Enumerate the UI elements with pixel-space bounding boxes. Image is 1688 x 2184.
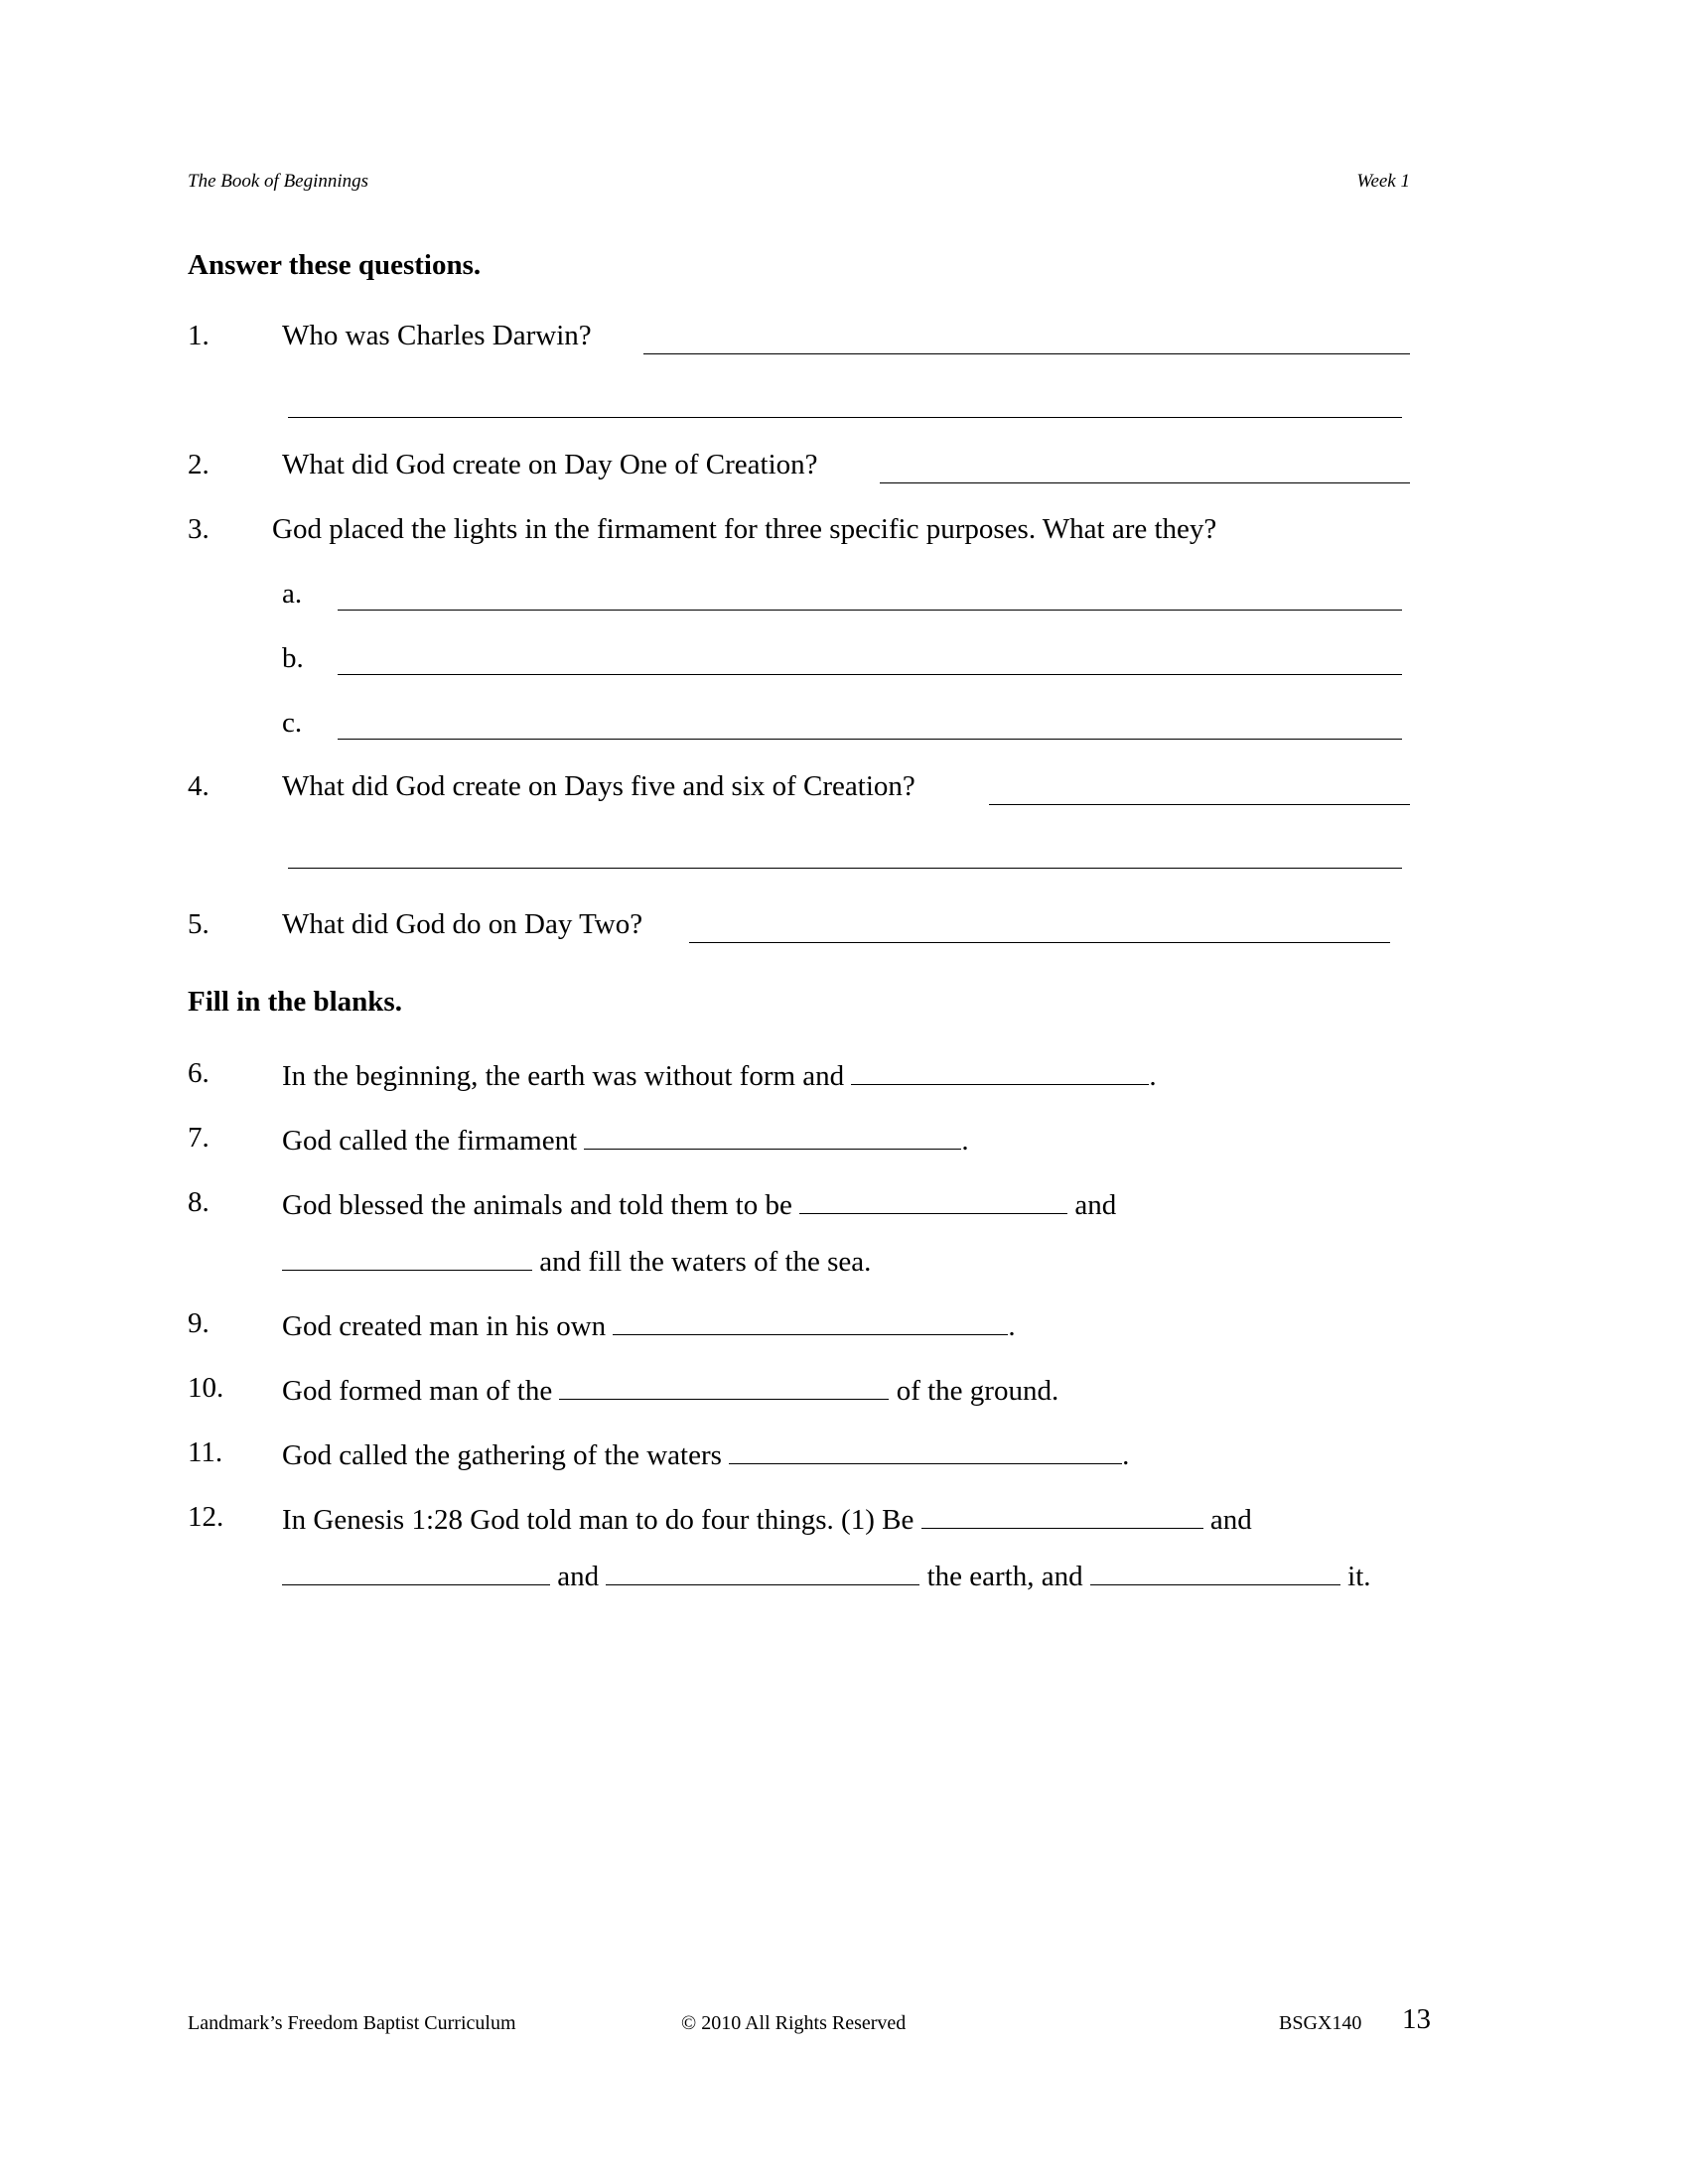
section-heading-answer: Answer these questions. (188, 249, 482, 281)
question-text: Who was Charles Darwin? (282, 320, 592, 351)
fill-line (282, 1501, 1252, 1537)
sub-label-b: b. (282, 642, 304, 674)
question-number: 5. (188, 908, 210, 940)
blank[interactable] (1090, 1558, 1340, 1585)
question-number: 3. (188, 513, 210, 545)
blank[interactable] (282, 1558, 550, 1585)
fill-line (282, 1122, 969, 1158)
question-text: What did God create on Days five and six of Creation? (282, 770, 915, 802)
question-text: In the beginning, the earth was without form and (282, 1060, 845, 1092)
connector-text: and (1209, 1504, 1252, 1536)
fill-line-continued (282, 1558, 1371, 1593)
answer-line[interactable] (338, 610, 1402, 611)
question-number: 4. (188, 770, 210, 802)
section-heading-fill: Fill in the blanks. (188, 986, 402, 1018)
question-number: 7. (188, 1122, 210, 1154)
fill-line (282, 1057, 1157, 1093)
footer-left: Landmark’s Freedom Baptist Curriculum (188, 2012, 516, 2034)
answer-line[interactable] (689, 942, 1390, 943)
answer-line[interactable] (288, 417, 1402, 418)
question-text: God called the gathering of the waters (282, 1439, 722, 1471)
question-text: In Genesis 1:28 God told man to do four things. (1) Be (282, 1504, 914, 1536)
blank[interactable] (282, 1243, 532, 1271)
punctuation: . (1122, 1439, 1130, 1471)
question-text: What did God create on Day One of Creation? (282, 449, 818, 480)
question-number: 9. (188, 1307, 210, 1339)
question-text: God created man in his own (282, 1310, 607, 1342)
answer-line[interactable] (338, 674, 1402, 675)
header-left: The Book of Beginnings (188, 171, 369, 192)
question-text: God placed the lights in the firmament for three specific purposes. What are they? (272, 513, 1217, 545)
sub-label-a: a. (282, 578, 303, 610)
question-number: 12. (188, 1501, 224, 1533)
footer-code: BSGX140 (1279, 2012, 1362, 2034)
fill-line (282, 1436, 1129, 1472)
question-text: God called the firmament (282, 1125, 578, 1157)
question-number: 1. (188, 320, 210, 351)
question-text: it. (1347, 1561, 1371, 1592)
question-number: 6. (188, 1057, 210, 1089)
connector-text: and (557, 1561, 600, 1592)
blank[interactable] (613, 1307, 1008, 1335)
question-number: 10. (188, 1372, 224, 1404)
fill-line-continued (282, 1243, 871, 1279)
question-number: 2. (188, 449, 210, 480)
question-number: 11. (188, 1436, 223, 1468)
answer-line[interactable] (643, 353, 1410, 354)
answer-line[interactable] (288, 868, 1402, 869)
question-text: of the ground. (896, 1375, 1059, 1407)
answer-line[interactable] (989, 804, 1410, 805)
punctuation: . (1008, 1310, 1016, 1342)
fill-line (282, 1186, 1116, 1222)
question-text: and fill the waters of the sea. (539, 1246, 872, 1278)
footer-center: © 2010 All Rights Reserved (681, 2012, 907, 2034)
question-text: the earth, and (926, 1561, 1083, 1592)
blank[interactable] (851, 1057, 1149, 1085)
blank[interactable] (559, 1372, 889, 1400)
fill-line (282, 1372, 1058, 1408)
fill-line (282, 1307, 1016, 1343)
question-text: God blessed the animals and told them to be (282, 1189, 792, 1221)
punctuation: . (1149, 1060, 1157, 1092)
blank[interactable] (606, 1558, 919, 1585)
question-text: What did God do on Day Two? (282, 908, 643, 940)
header-right: Week 1 (1356, 171, 1410, 192)
blank[interactable] (799, 1186, 1067, 1214)
answer-line[interactable] (338, 739, 1402, 740)
blank[interactable] (921, 1501, 1203, 1529)
question-number: 8. (188, 1186, 210, 1218)
connector-text: and (1074, 1189, 1117, 1221)
blank[interactable] (729, 1436, 1122, 1464)
punctuation: . (961, 1125, 969, 1157)
sub-label-c: c. (282, 707, 303, 739)
blank[interactable] (584, 1122, 961, 1150)
question-text: God formed man of the (282, 1375, 553, 1407)
page-number: 13 (1402, 2003, 1431, 2035)
answer-line[interactable] (880, 482, 1410, 483)
